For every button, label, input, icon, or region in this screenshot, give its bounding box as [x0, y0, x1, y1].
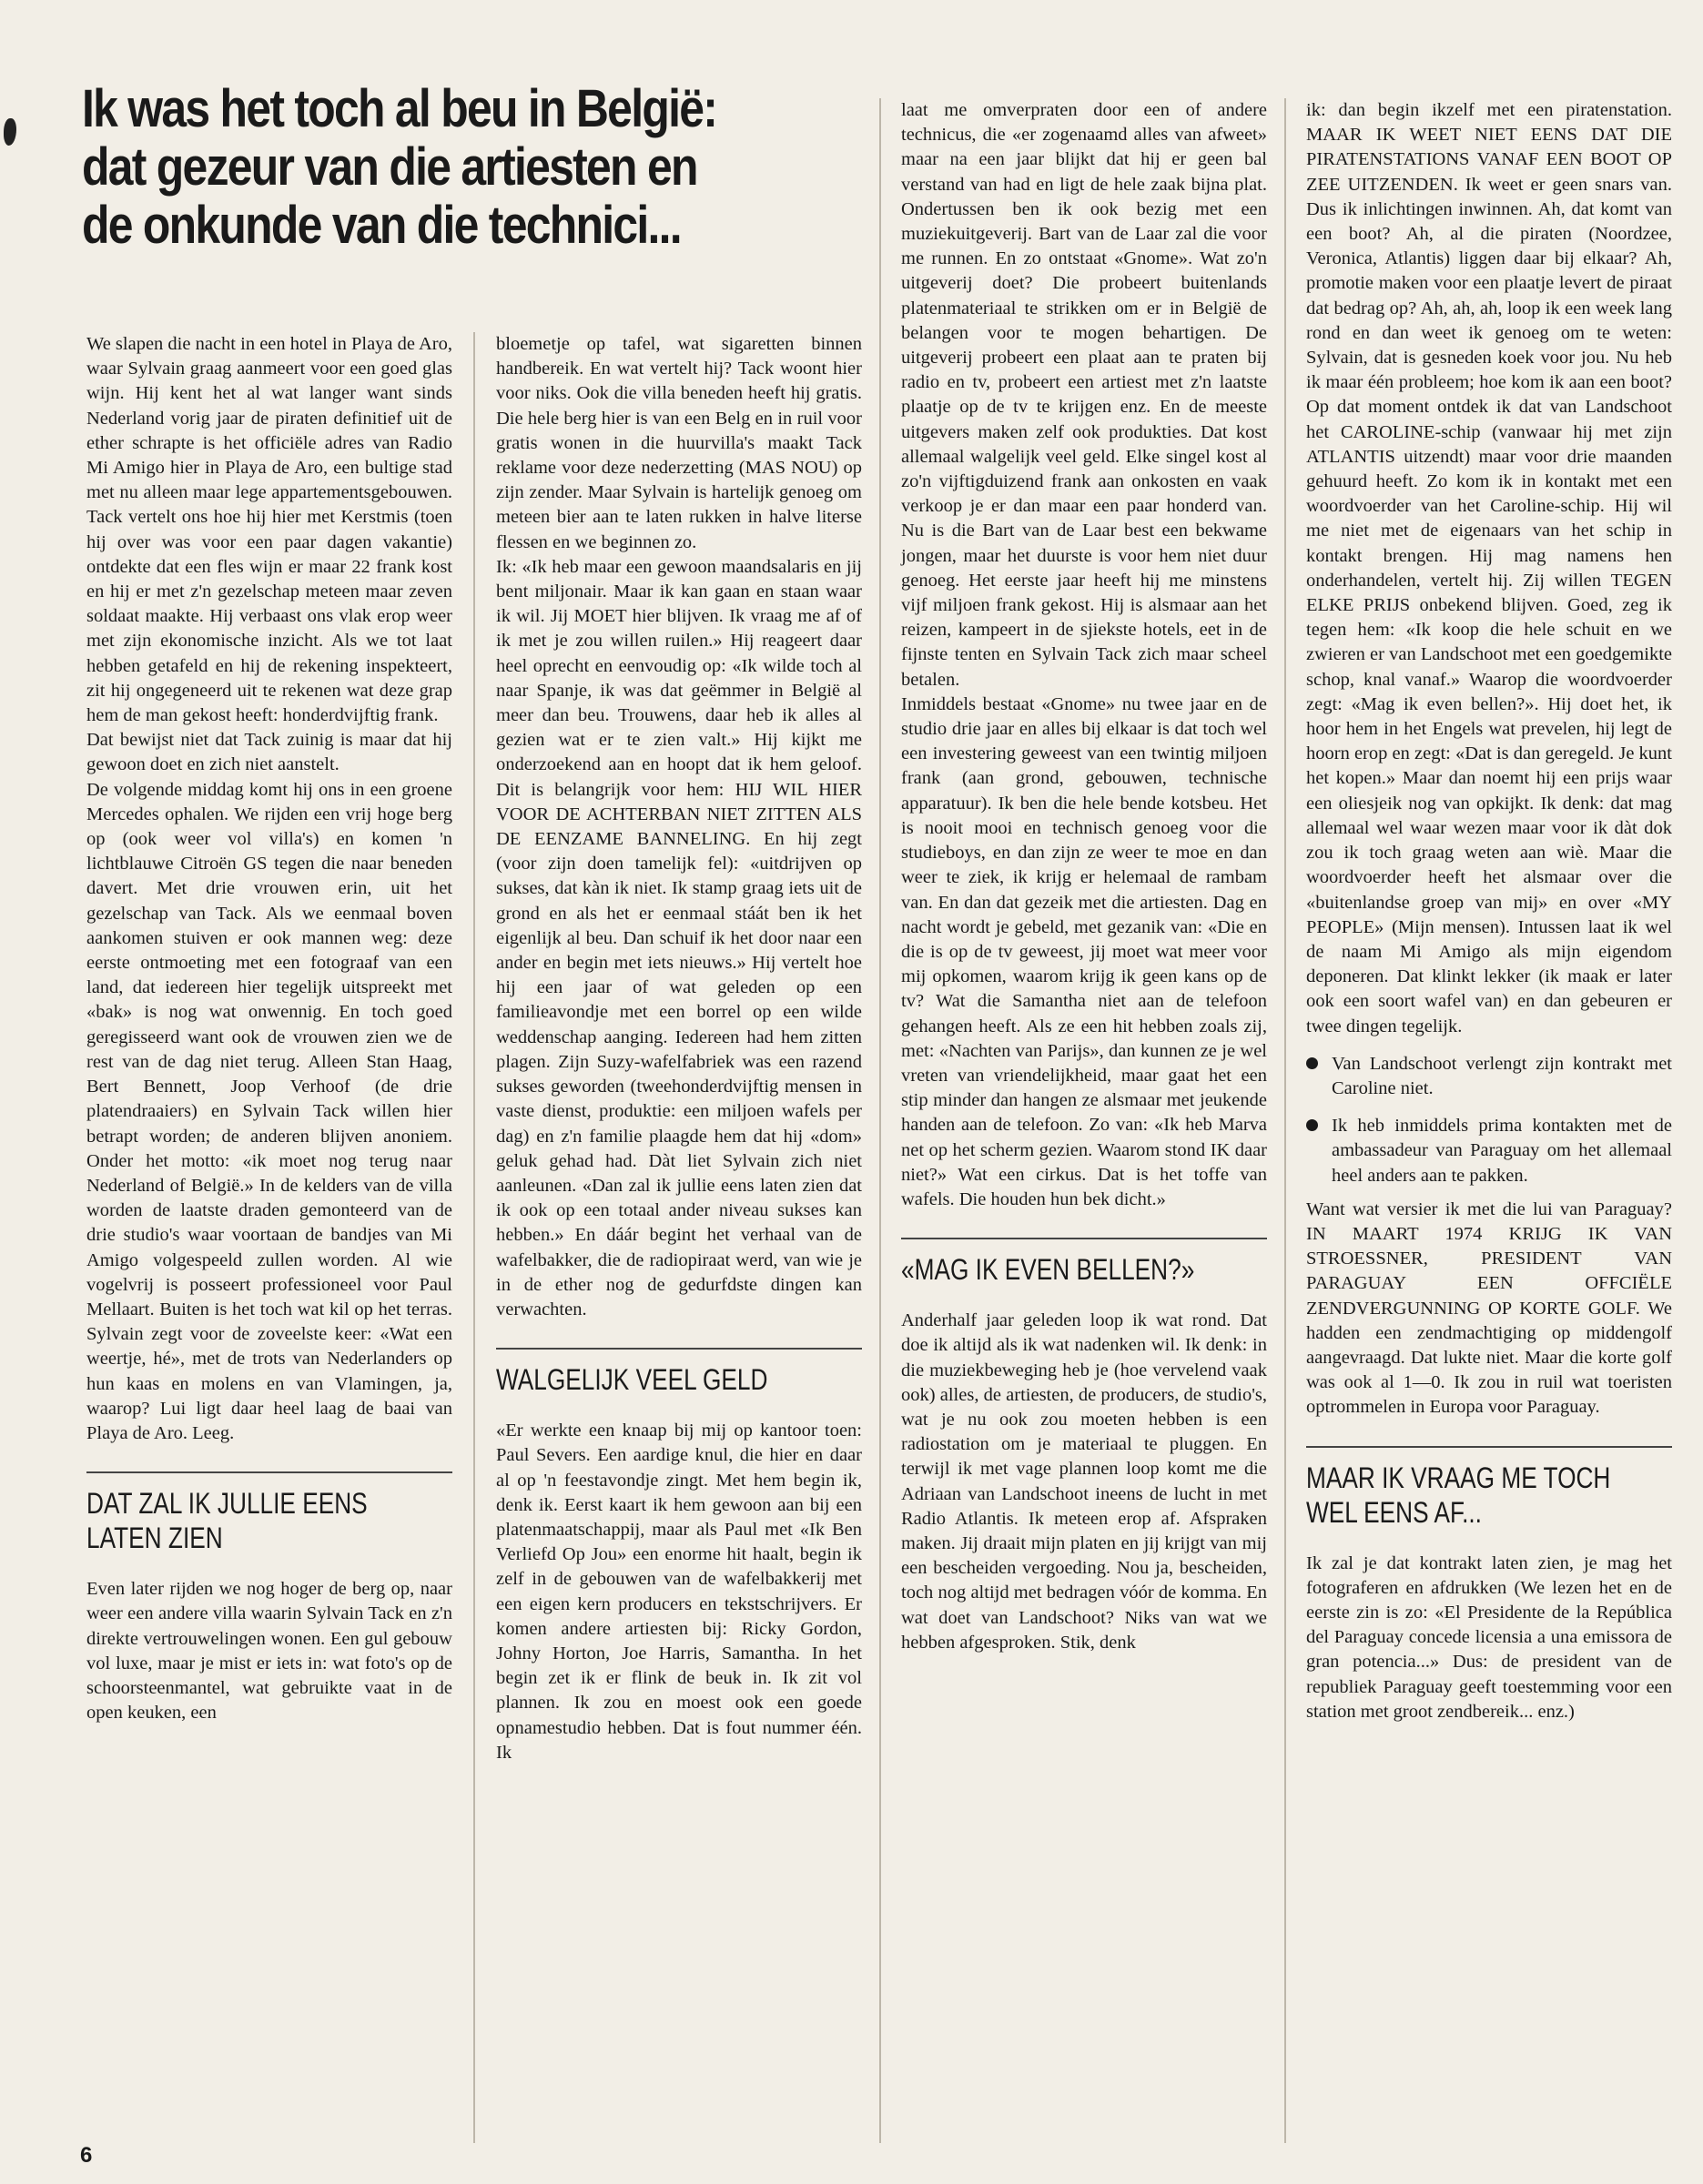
- subheading-box: [496, 1348, 862, 1397]
- paragraph: Dat bewijst niet dat Tack zuinig is maar dat hij gewoon doet en zich niet aanstelt.: [86, 730, 452, 775]
- subheading: «MAG IK EVEN BELLEN?»: [901, 1253, 1195, 1287]
- column-1: [86, 332, 452, 1725]
- subheading: MAAR IK VRAAG ME TOCH WEL EENS AF...: [1306, 1461, 1611, 1529]
- bullet-icon: [1306, 1119, 1318, 1131]
- column-rule: [1284, 98, 1286, 2143]
- subheading: DAT ZAL IK JULLIE EENS LATEN ZIEN: [86, 1487, 368, 1555]
- bullet-text: Ik heb inmiddels prima kontakten met de ambassadeur van Paraguay om het allemaal heel anders aan te pakken.: [1332, 1116, 1672, 1186]
- bullet-item: [1306, 1114, 1672, 1188]
- column-rule: [879, 98, 881, 2143]
- column-4: [1306, 98, 1672, 1724]
- paragraph: Ik: «Ik heb maar een gewoon maandsalaris en jij bent miljonair. Maar ik kan gaan en staan waar ik wil. Jij MOET hier blijven. Ik vraag me af of ik met je zou willen ruilen.» Hij reageert daar heel oprecht en eenvoudig op: «Ik wilde toch al naar Spanje, ik was dat geëmmer in België al meer dan beu. Trouwens, daar heb ik alles al gezien wat er te zien valt.» Hij kijkt me onderzoekend aan en hoopt dat ik hem geloof. Dit is belangrijk voor hem: HIJ WIL HIER VOOR DE ACHTERBAN NIET ZITTEN ALS DE EENZAME BANNELING. En hij zegt (voor zijn doen tamelijk fel): «uitdrijven op sukses, dat kàn ik niet. Ik stamp graag iets uit de grond en als het er eenmaal stáát ben ik het eigenlijk al beu. Dan schuif ik het door naar een ander en begin met iets nieuws.» Hij vertelt hoe hij een jaar of wat geleden op een familieavondje met een borrel op een wilde weddenschap aanging. Iedereen had hem zitten plagen. Zijn Suzy-wafelfabriek was een razend sukses geworden (tweehonderdvijftig mensen in vaste dienst, produktie: een miljoen wafels per dag) en z'n familie plaagde hem dat hij «dom» geluk gehad had. Dàt liet Sylvain zich niet aanleunen. «Dan zal ik jullie eens laten zien dat ik ook op een totaal ander niveau sukses kan hebben.» En dáár begint het verhaal van de wafelbakker, die de radiopiraat werd, van wie je in de ether nog de gedurfdste dingen kan verwachten.: [496, 556, 862, 1320]
- bullet-item: [1306, 1052, 1672, 1101]
- paragraph: We slapen die nacht in een hotel in Playa de Aro, waar Sylvain graag aanmeert voor een goed glas wijn. Hij kent het al wat langer want sinds Nederland vorig jaar de piraten definitief uit de ether schrapte is het officiële adres van Radio Mi Amigo hier in Playa de Aro, een bultige stad met nu alleen maar lege appartementsgebouwen. Tack vertelt ons hoe hij hier met Kerstmis (toen hij over was voor een paar dagen vakantie) ontdekte dat een fles wijn er maar 22 frank kost en hij er met z'n gezelschap meteen maar zeven soldaat maakte. Hij verbaast ons vlak erop weer met zijn ekonomische inzicht. Als we tot laat hebben getafeld en hij de rekening inspekteert, zit hij ongegeneerd uit te rekenen wat deze grap hem de man gekost heeft: honderdvijftig frank.: [86, 334, 452, 726]
- paragraph: Even later rijden we nog hoger de berg op, naar weer een andere villa waarin Sylvain Tack en z'n direkte vertrouwelingen wonen. Een gul gebouw vol luxe, maar je mist er iets in: wat foto's op de schoorsteenmantel, wat gebruikte vaat in de open keuken, een: [86, 1579, 452, 1724]
- bullet-icon: [1306, 1057, 1318, 1069]
- paragraph: Inmiddels bestaat «Gnome» nu twee jaar en de studio drie jaar en alles bij elkaar is dat toch wel een investering geweest van een twintig miljoen frank (aan grond, gebouwen, technische apparatuur). Ik ben die hele bende kotsbeu. Het is nooit mooi en technisch genoeg voor die studieboys, en dan zijn ze weer te moe en dan weer te ziek, ik krijg er helemaal de rambam van. En dan dat gezeik met die artiesten. Dag en nacht wordt je gebeld, met gezanik van: «Die en die is op de tv geweest, jij moet wat meer voor mij opkomen, waarom krijg ik geen kans op de tv? Wat die Samantha niet aan de telefoon gehangen heeft. Als ze een hit hebben zoals zij, met: «Nachten van Parijs», dan kunnen ze je wel vreten van vriendelijkheid, maar gaat het een stip minder dan hangen ze alsmaar met jeukende handen aan de telefoon. Zo van: «Ik heb Marva net op het scherm gezien. Waarom stond IK daar niet?» Wat een cirkus. Dat is het toffe van wafels. Die houden hun bek dicht.»: [901, 693, 1267, 1209]
- page-number: 6: [80, 2143, 93, 2168]
- scan-mark: [4, 118, 16, 146]
- paragraph: Want wat versier ik met die lui van Paraguay? IN MAART 1974 KRIJG IK VAN STROESSNER, PRESIDENT VAN PARAGUAY EEN OFFCIËLE ZENDVERGUNNING OP KORTE GOLF. We hadden een zendmachtiging op middengolf aangevraagd. Dat lukte niet. Maar die korte golf was ook al 1—0. Ik zou in ruil wat toeristen optrommelen in Europa voor Paraguay.: [1306, 1198, 1672, 1418]
- subheading-box: [901, 1238, 1267, 1287]
- column-rule: [473, 332, 475, 2143]
- bullet-text: Van Landschoot verlengt zijn kontrakt met Caroline niet.: [1332, 1053, 1672, 1098]
- column-2: [496, 332, 862, 1765]
- subheading-box: [86, 1471, 452, 1555]
- paragraph: bloemetje op tafel, wat sigaretten binnen handbereik. En wat vertelt hij? Tack woont hier voor niks. Ook die villa beneden heeft hij gratis. Die hele berg hier is van een Belg en in ruil voor gratis wonen in die huurvilla's maakt Tack reklame voor deze nederzetting (MAS NOU) op zijn zender. Maar Sylvain is hartelijk genoeg om meteen bier aan te laten rukken in halve literse flessen en we beginnen zo.: [496, 334, 862, 552]
- paragraph: Ik zal je dat kontrakt laten zien, je mag het fotograferen en afdrukken (We lezen het en de eerste zin is zo: «El Presidente de la República del Paraguay concede licensia a una emissora de gran potencia...» Dus: de president van de republiek Paraguay geeft toestemming voor een station met groot zendbereik... enz.): [1306, 1552, 1672, 1722]
- paragraph: Anderhalf jaar geleden loop ik wat rond. Dat doe ik altijd als ik wat nadenken wil. Ik denk: in die muziekbeweging heb je (hoe vervelend vaak ook) alles, de artiesten, de producers, de studio's, wat je nu ook zou moeten hebben is een radiostation om je materiaal te pluggen. En terwijl ik met vage plannen loop komt me die Adriaan van Landschoot ineens de lucht in met Radio Atlantis. Ik meteen erop af. Afspraken maken. Jij draait mijn platen en jij krijgt van mij een bescheiden vergoeding. Nou ja, bescheiden, toch nog altijd met bedragen vóór de komma. En wat doet van Landschoot? Niks van wat we hebben afgesproken. Stik, denk: [901, 1310, 1267, 1653]
- paragraph: ik: dan begin ikzelf met een piratenstation. MAAR IK WEET NIET EENS DAT DIE PIRATENSTATIONS VANAF EEN BOOT OP ZEE UITZENDEN. Ik weet er geen snars van. Dus ik inlichtingen inwinnen. Ah, dat komt van een boot? Ah, al die piraten (Noordzee, Veronica, Atlantis) liggen daar bij elkaar? Ah, promotie maken voor een plaatje levert de piraat dat bedrag op? Ah, ah, ah, loop ik een week lang rond en dan weet ik genoeg om te weten: Sylvain, dat is gesneden koek voor jou. Nu heb ik maar één probleem; hoe kom ik aan een boot? Op dat moment ontdek ik dat van Landschoot het CAROLINE-schip (vanwaar hij met zijn ATLANTIS uitzendt) maar voor drie maanden gehuurd heeft. Zo kom ik in kontakt met een woordvoerder van het Caroline-schip. Hij wil me niet met de eigenaars van het schip in kontakt brengen. Hij mag namens hen onderhandelen, vertelt hij. Zij willen TEGEN ELKE PRIJS onbekend blijven. Goed, zeg ik tegen hem: «Ik koop die hele schuit en we zwieren er van Landschoot met een goedgemikte schop, knal vanaf.» Waarop die woordvoerder zegt: «Mag ik even bellen?». Hij doet het, ik hoor hem in het Engels wat prevelen, hij legt de hoorn erop en zegt: «Dat is dan geregeld. Je kunt het kopen.» Maar dan noemt hij een prijs waar een oliesjeik nog van opkijkt. Ik denk: dat mag allemaal wel waar wezen maar voor ik dàt dok zou ik toch graag weten aan wiè. Maar die woordvoerder heeft het alsmaar over die «buitenlandse groep van mij» en over «MY PEOPLE» (Mijn mensen). Intussen laat ik wel de naam Mi Amigo als mijn eigendom deponeren. Dat klinkt lekker (ik maak er later ook een soort wafel van) en dan gebeuren er twee dingen tegelijk.: [1306, 100, 1672, 1036]
- paragraph: «Er werkte een knaap bij mij op kantoor toen: Paul Severs. Een aardige knul, die hier en daar al op 'n feestavondje zingt. Met hem begin ik, denk ik. Eerst kaart ik hem gewoon aan bij een platenmaatschappij, maar als Paul met «Ik Ben Verliefd Op Jou» een enorme hit haalt, begin ik zelf in de gebouwen van de wafelbakkerij met een eigen kern producers en tekstschrijvers. Er komen andere artiesten bij: Ricky Gordon, Johny Horton, Joe Harris, Samantha. In het begin zet ik er flink de beuk in. Ik zit vol plannen. Ik zou en moest ook een goede opnamestudio hebben. Dat is fout nummer één. Ik: [496, 1421, 862, 1763]
- article-headline: Ik was het toch al beu in België: dat gezeur van die artiesten en de onkunde van die technici...: [82, 79, 717, 255]
- column-3: [901, 98, 1267, 1655]
- paragraph: De volgende middag komt hij ons in een groene Mercedes ophalen. We rijden een vrij hoge berg op (ook weer vol villa's) en komen 'n lichtblauwe Citroën GS tegen die naar beneden davert. Met drie vrouwen erin, uit het gezelschap van Tack. Als we eenmaal boven aankomen stuiven er ook mannen weg: deze eerste ontmoeting met een fotograaf van een land, dat iedereen hier tegelijk uitspreekt met «bak» is nog wat onwennig. En toch goed geregisseerd want ook de vrouwen zien we de rest van de dag niet terug. Alleen Stan Haag, Bert Bennett, Joop Verhoof (de drie platendraaiers) en Sylvain Tack willen hier betrapt worden; de anderen blijven anoniem. Onder het motto: «ik moet nog terug naar Nederland of België.» In de kelders van de villa worden de laatste draden gemonteerd van de drie studio's waar voortaan de bandjes van Mi Amigo volgespeeld zullen worden. Al wie vogelvrij is posseert professioneel voor Paul Mellaart. Buiten is het toch wat kil op het terras. Sylvain zegt voor de zoveelste keer: «Wat een weertje, hé», met de trots van Nederlanders op hun kaas en molens en van Vlamingen, ja, waarop? Lui ligt daar heel laag de baai van Playa de Aro. Leeg.: [86, 779, 452, 1443]
- subheading: WALGELIJK VEEL GELD: [496, 1363, 768, 1397]
- subheading-box: [1306, 1446, 1672, 1530]
- paragraph: laat me omverpraten door een of andere technicus, die «er zogenaamd alles van afweet» maar na een jaar blijkt dat hij er geen bal verstand van had en ligt de hele zaak bijna plat. Ondertussen ben ik ook bezig met een muziekuitgeverij. Bart van de Laar zal die voor me runnen. En zo ontstaat «Gnome». Wat zo'n uitgeverij doet? Die probeert buitenlands platenmateriaal te strikken om er in België de belangen voor te mogen behartigen. De uitgeverij probeert een plaat aan te praten bij radio en tv, probeert een artiest met z'n laatste plaatje op de tv te krijgen enz. En de meeste uitgevers maken zelf ook produkties. Dat kost allemaal walgelijk veel geld. Elke singel kost al zo'n vijftigduizend frank aan onkosten en vaak verkoop je er dan maar een paar honderd van. Nu is die Bart van de Laar best een bekwame jongen, maar het duurste is voor hem niet duur genoeg. Het eerste jaar heeft hij me minstens vijf miljoen frank gekost. Hij is alsmaar aan het reizen, kampeert in de sjiekste hotels, eet in de fijnste tenten en Sylvain Tack zich maar scheel betalen.: [901, 100, 1267, 690]
